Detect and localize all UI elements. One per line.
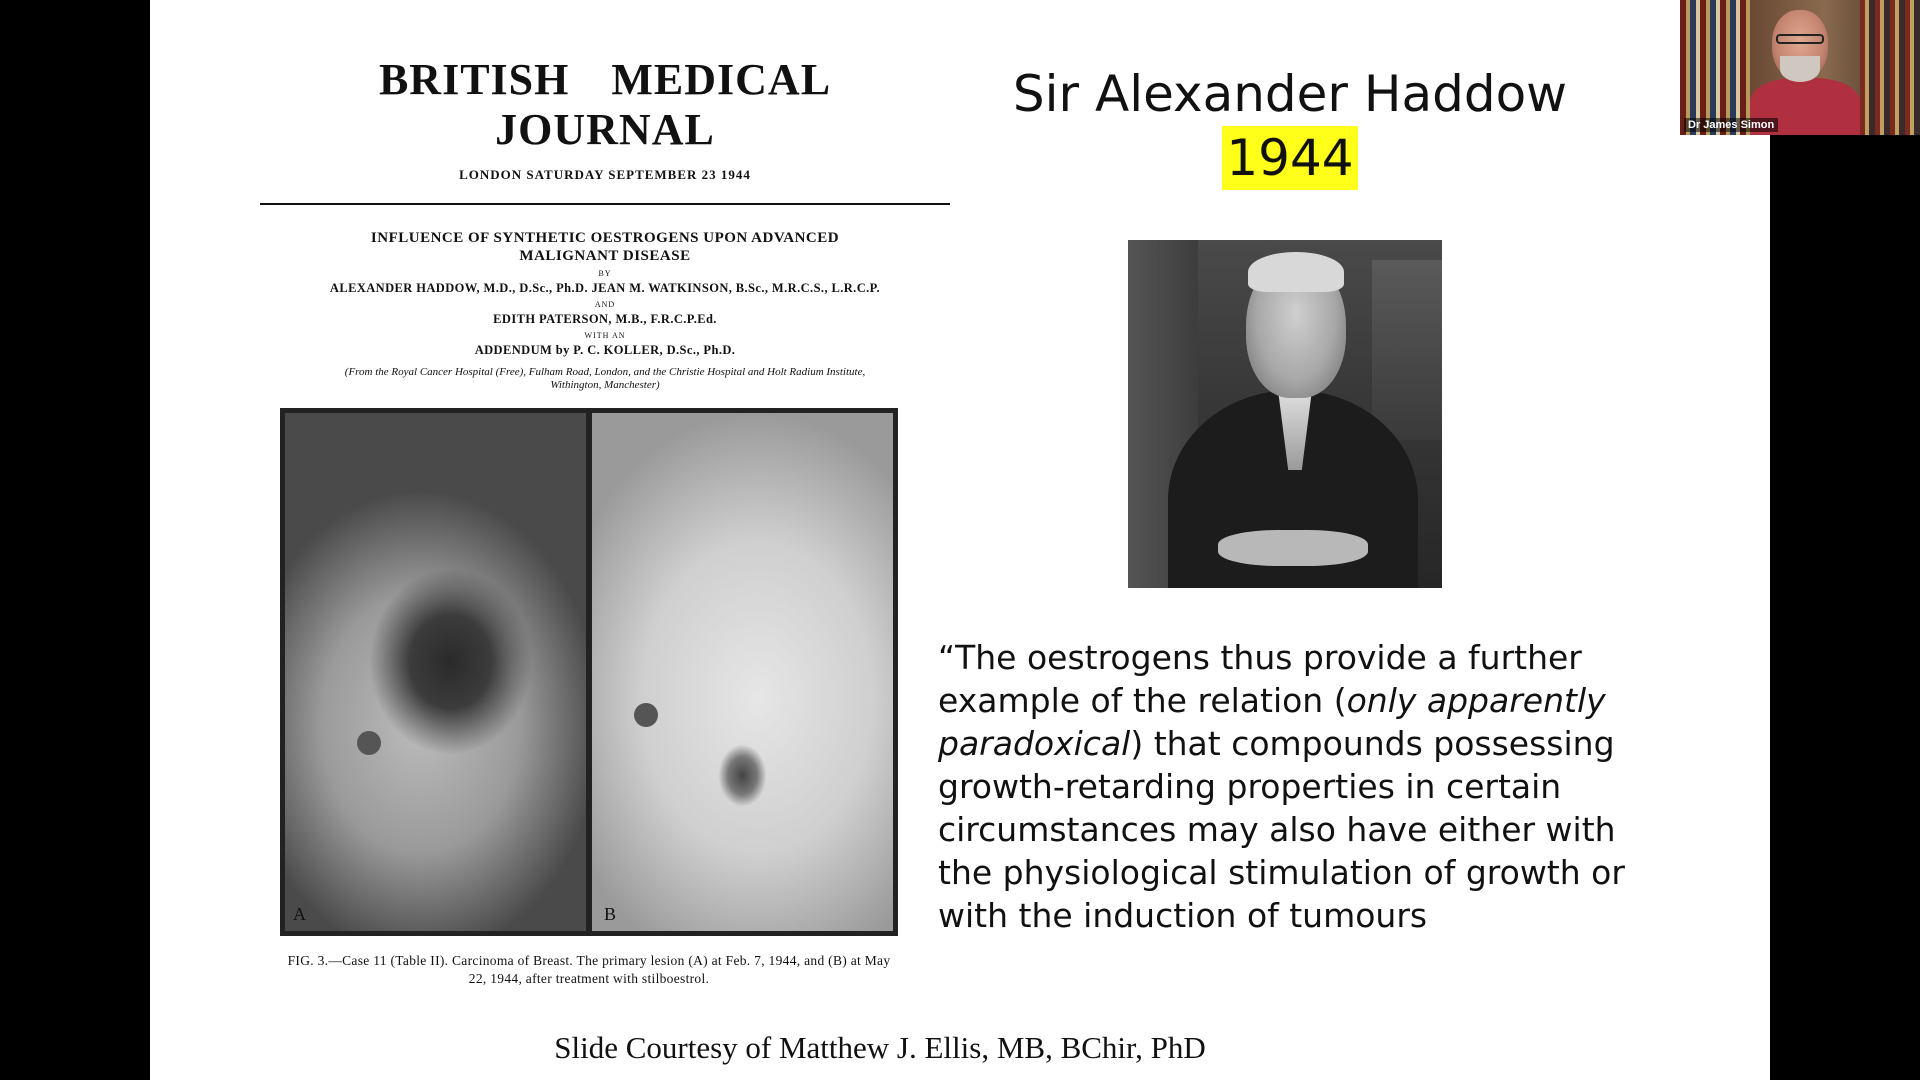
figure-caption: FIG. 3.—Case 11 (Table II). Carcinoma of Breast. The primary lesion (A) at Feb. 7, 1944, and (B) at May 22, 1944, after treatment with stilboestrol. — [287, 953, 891, 986]
journal-date: LONDON SATURDAY SEPTEMBER 23 1944 — [459, 167, 751, 182]
presentation-slide — [150, 0, 1770, 1080]
quote-text-1: “The oestrogens thus provide a further example of the relation ( — [938, 638, 1582, 720]
haddow-portrait — [1128, 240, 1442, 588]
article-title: INFLUENCE OF SYNTHETIC OESTROGENS UPON ADVANCED MALIGNANT DISEASE — [370, 230, 840, 264]
year-container — [970, 126, 1610, 190]
participant-video-tile[interactable] — [1680, 0, 1920, 135]
with-an-label: WITH AN — [584, 331, 626, 340]
photo-detail — [634, 703, 658, 727]
and-label: AND — [594, 300, 616, 309]
panel-label-b: B — [604, 904, 617, 924]
haddow-quote — [938, 636, 1658, 937]
portrait-background-window — [1372, 260, 1442, 440]
courtesy-text: Slide Courtesy of Matthew J. Ellis, MB, BChir, PhD — [554, 1030, 1206, 1065]
participant-glasses — [1776, 34, 1824, 44]
authors-line-1: ALEXANDER HADDOW, M.D., D.Sc., Ph.D. JEAN M. WATKINSON, B.Sc., M.R.C.S., L.R.C.P. — [329, 281, 881, 295]
affiliation: (From the Royal Cancer Hospital (Free), Fulham Road, London, and the Christie Hospital and Holt Radium Institute, Withington, Manchester) — [344, 366, 866, 391]
photo-detail — [357, 731, 381, 755]
year-highlight: 1944 — [1222, 126, 1357, 190]
addendum-line: ADDENDUM by P. C. KOLLER, D.Sc., Ph.D. — [474, 343, 736, 357]
figure-panel-a — [285, 413, 586, 931]
authors-line-2: EDITH PATERSON, M.B., F.R.C.P.Ed. — [493, 312, 717, 326]
portrait-hair — [1248, 252, 1344, 292]
slide-title: Sir Alexander Haddow — [1012, 65, 1568, 123]
quote-text-2: ) that compounds possessing growth-retarding properties in certain circumstances may also have either with the physiological stimulation of growth or with the induction of tumours — [938, 724, 1625, 935]
bookshelf-left — [1680, 0, 1750, 135]
participant-name-label: Dr James Simon — [1684, 118, 1778, 132]
participant-beard — [1780, 56, 1820, 82]
clinical-figure — [280, 408, 898, 936]
journal-divider — [260, 203, 950, 205]
by-label: BY — [598, 269, 612, 278]
journal-clipping — [260, 55, 950, 392]
journal-title: BRITISH MEDICAL JOURNAL — [378, 55, 832, 154]
panel-label-a: A — [293, 904, 306, 924]
figure-panel-b — [592, 413, 893, 931]
portrait-hands — [1218, 530, 1368, 566]
bookshelf-right — [1860, 0, 1920, 135]
quote-text-italic: only apparently paradoxical — [938, 681, 1606, 763]
slide-courtesy — [150, 1030, 1770, 1066]
